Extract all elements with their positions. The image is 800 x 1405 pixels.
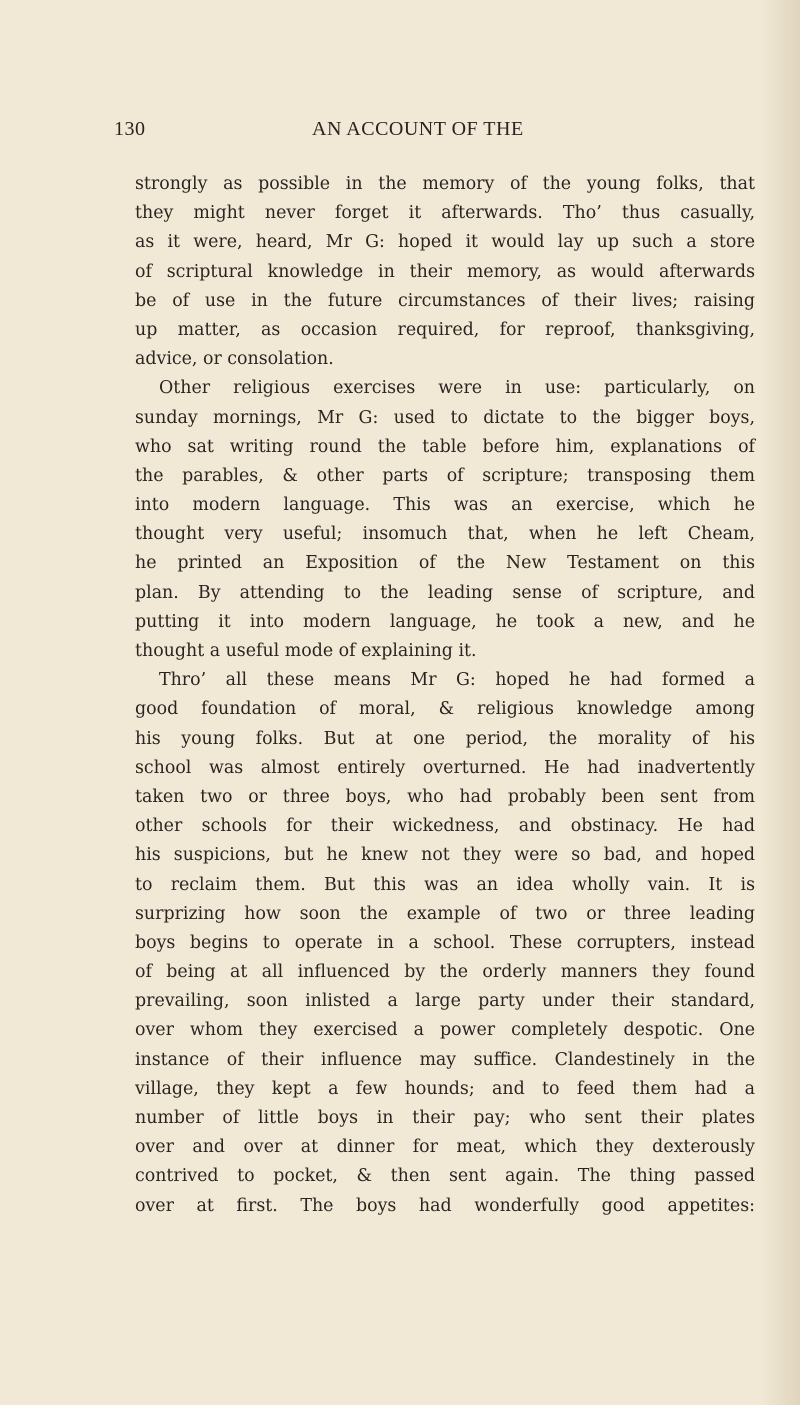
text-line: they might never forget it afterwards. Tho’ thus casually, xyxy=(135,203,755,224)
text-line: advice, or consolation. xyxy=(135,349,334,370)
text-line: over and over at dinner for meat, which they dexterously xyxy=(135,1137,755,1158)
text-line: taken two or three boys, who had probably been sent from xyxy=(135,786,755,807)
text-line: boys begins to operate in a school. These corrupters, instead xyxy=(135,932,755,953)
text-line: Thro’ all these means Mr G: hoped he had formed a xyxy=(159,670,755,691)
text-line: plan. By attending to the leading sense of scripture, and xyxy=(135,582,755,603)
text-line: up matter, as occasion required, for reproof, thanksgiving, xyxy=(135,319,755,340)
text-line: over at first. The boys had wonderfully good appetites: xyxy=(135,1195,755,1216)
text-line: he printed an Exposition of the New Testament on this xyxy=(135,553,755,574)
text-line: sunday mornings, Mr G: used to dictate to the bigger boys, xyxy=(135,407,755,428)
page-number: 130 xyxy=(114,118,146,140)
text-line: strongly as possible in the memory of the young folks, that xyxy=(135,174,755,194)
text-line: thought a useful mode of explaining it. xyxy=(135,641,477,661)
text-line: contrived to pocket, & then sent again. The thing passed xyxy=(135,1166,755,1187)
body-text xyxy=(135,170,755,1221)
text-line: school was almost entirely overturned. He had inadvertently xyxy=(135,757,755,778)
text-line: of scriptural knowledge in their memory, as would afterwards xyxy=(135,261,755,282)
text-line: his young folks. But at one period, the morality of his xyxy=(135,728,755,749)
text-line: his suspicions, but he knew not they were so bad, and hoped xyxy=(135,845,755,866)
text-line: be of use in the future circumstances of their lives; raising xyxy=(135,290,755,311)
text-line: other schools for their wickedness, and obstinacy. He had xyxy=(135,816,755,837)
text-line: to reclaim them. But this was an idea wholly vain. It is xyxy=(135,874,755,895)
text-line: as it were, heard, Mr G: hoped it would lay up such a store xyxy=(135,232,755,253)
text-line: over whom they exercised a power completely despotic. One xyxy=(135,1020,755,1041)
text-line: thought very useful; insomuch that, when he left Cheam, xyxy=(135,524,755,545)
text-line: number of little boys in their pay; who sent their plates xyxy=(135,1108,755,1128)
text-line: into modern language. This was an exercise, which he xyxy=(135,495,755,516)
text-line: who sat writing round the table before him, explanations of xyxy=(135,436,755,457)
text-line: prevailing, soon inlisted a large party under their standard, xyxy=(135,991,755,1012)
running-head xyxy=(0,118,800,142)
text-line: instance of their influence may suffice. Clandestinely in the xyxy=(135,1049,755,1070)
text-line: good foundation of moral, & religious knowledge among xyxy=(135,699,755,720)
text-line: of being at all influenced by the orderly manners they found xyxy=(135,962,755,983)
text-line: village, they kept a few hounds; and to feed them had a xyxy=(135,1078,755,1099)
text-line: surprizing how soon the example of two or three leading xyxy=(135,903,755,924)
text-line: Other religious exercises were in use: particularly, on xyxy=(159,378,755,399)
running-title: AN ACCOUNT OF THE xyxy=(312,118,524,140)
text-line: putting it into modern language, he took a new, and he xyxy=(135,611,755,632)
text-line: the parables, & other parts of scripture; transposing them xyxy=(135,465,755,486)
